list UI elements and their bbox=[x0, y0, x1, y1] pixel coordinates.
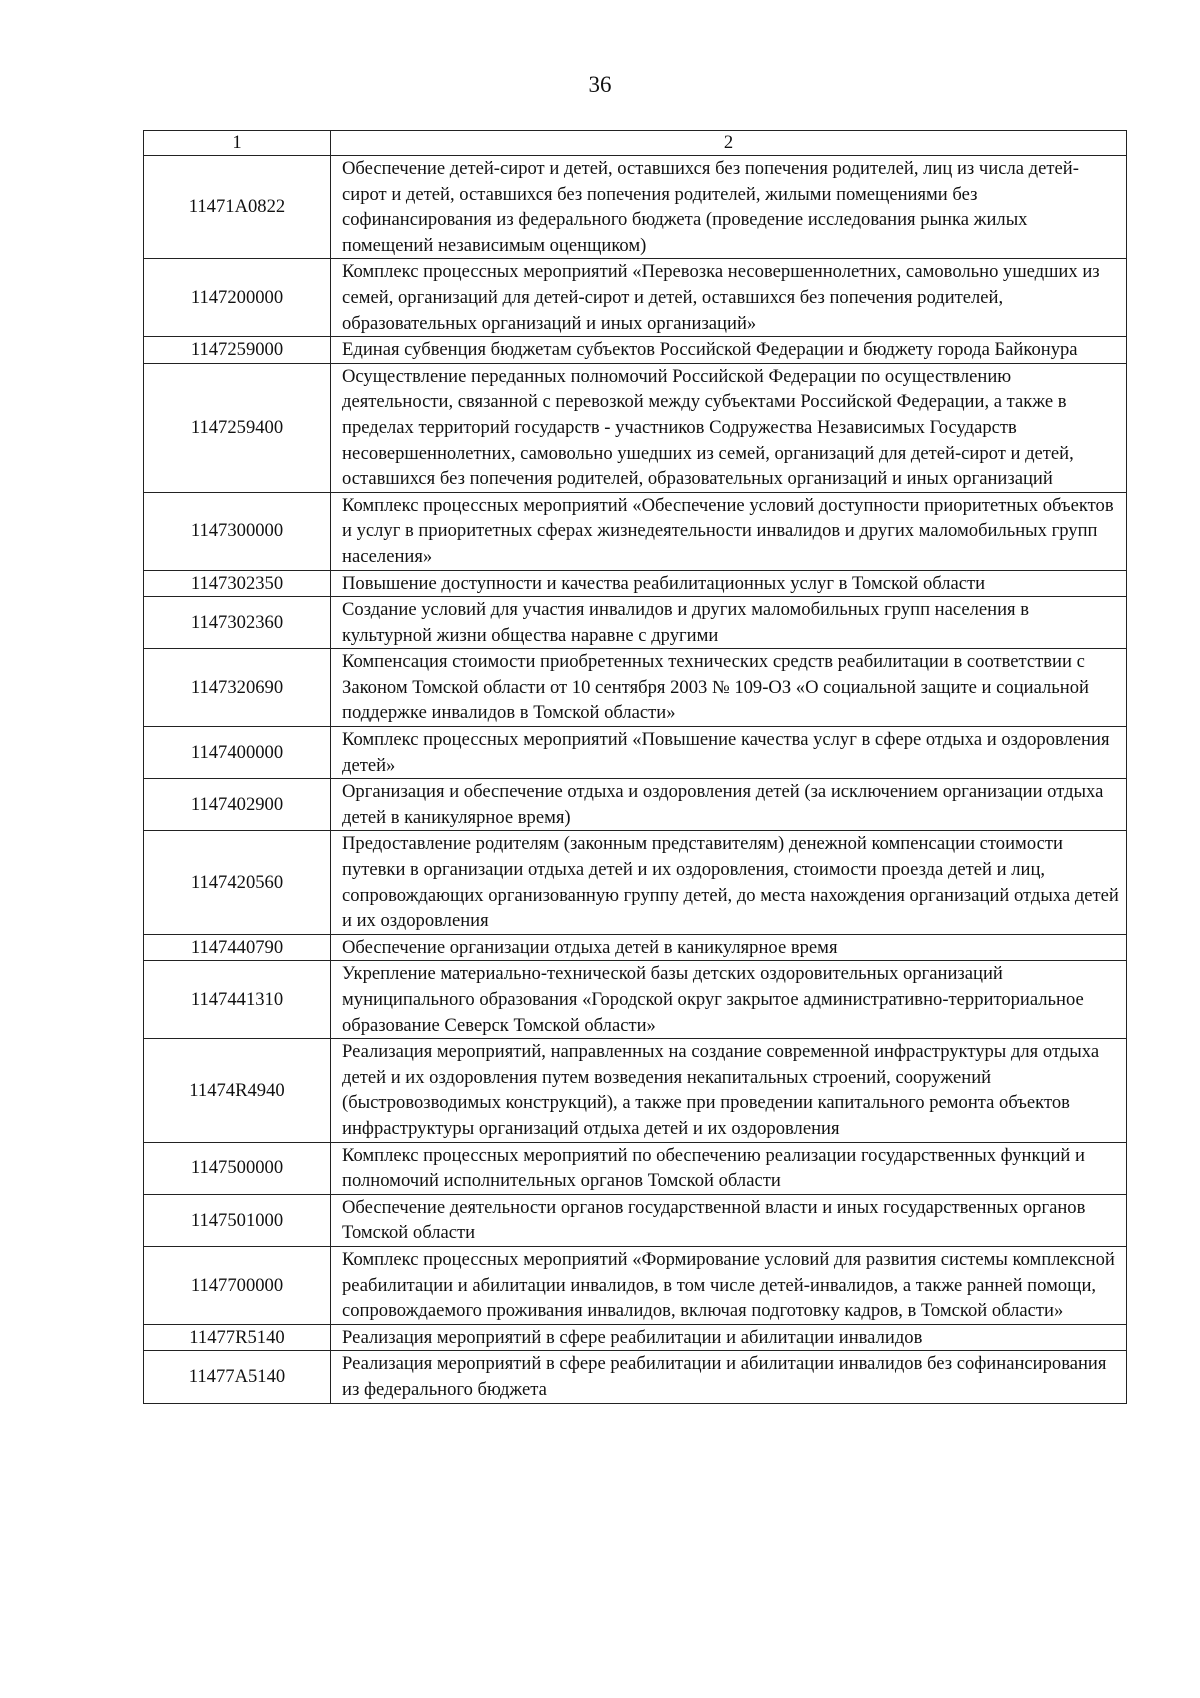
row-description: Реализация мероприятий в сфере реабилитации и абилитации инвалидов без софинансирования из федерального бюджета bbox=[331, 1351, 1127, 1403]
table-row bbox=[144, 1194, 1127, 1246]
row-code: 11474R4940 bbox=[144, 1039, 331, 1142]
table-row bbox=[144, 934, 1127, 961]
row-code: 1147420560 bbox=[144, 831, 331, 934]
table-row bbox=[144, 831, 1127, 934]
row-description: Укрепление материально-технической базы детских оздоровительных организаций муниципального образования «Городской округ закрытое административно-территориальное образование Северск Томской области» bbox=[331, 961, 1127, 1039]
row-code: 1147402900 bbox=[144, 779, 331, 831]
row-code: 1147259400 bbox=[144, 363, 331, 492]
page-number: 36 bbox=[588, 72, 612, 97]
table-row bbox=[144, 156, 1127, 259]
row-code: 1147441310 bbox=[144, 961, 331, 1039]
column-header-2: 2 bbox=[331, 131, 1127, 156]
table-row bbox=[144, 727, 1127, 779]
table-row bbox=[144, 1246, 1127, 1324]
row-description: Реализация мероприятий, направленных на создание современной инфраструктуры для отдыха детей и их оздоровления путем возведения некапитальных строений, сооружений (быстровозводимых конструкций), а также при проведении капитального ремонта объектов инфраструктуры организаций отдыха детей и их оздоровления bbox=[331, 1039, 1127, 1142]
table-row bbox=[144, 1039, 1127, 1142]
row-description: Компенсация стоимости приобретенных технических средств реабилитации в соответствии с Законом Томской области от 10 сентября 2003 № 109-ОЗ «О социальной защите и социальной поддержке инвалидов в Томской области» bbox=[331, 649, 1127, 727]
table-row bbox=[144, 597, 1127, 649]
table-row bbox=[144, 961, 1127, 1039]
table-row bbox=[144, 1324, 1127, 1351]
row-description: Комплекс процессных мероприятий «Повышение качества услуг в сфере отдыха и оздоровления детей» bbox=[331, 727, 1127, 779]
column-header-1: 1 bbox=[144, 131, 331, 156]
row-code: 1147259000 bbox=[144, 337, 331, 364]
row-description: Предоставление родителям (законным представителям) денежной компенсации стоимости путевки в организации отдыха детей и их оздоровления, стоимости проезда детей и лиц, сопровождающих организованную группу детей, до места нахождения организаций отдыха детей и их оздоровления bbox=[331, 831, 1127, 934]
row-code: 11477R5140 bbox=[144, 1324, 331, 1351]
table-header-row bbox=[144, 131, 1127, 156]
row-code: 1147700000 bbox=[144, 1246, 331, 1324]
budget-codes-table bbox=[143, 130, 1127, 1404]
table-row bbox=[144, 259, 1127, 337]
table-row bbox=[144, 1351, 1127, 1403]
row-description: Комплекс процессных мероприятий «Формирование условий для развития системы комплексной реабилитации и абилитации инвалидов, в том числе детей-инвалидов, а также ранней помощи, сопровождаемого проживания инвалидов, включая подготовку кадров, в Томской области» bbox=[331, 1246, 1127, 1324]
row-code: 1147302350 bbox=[144, 570, 331, 597]
row-description: Комплекс процессных мероприятий «Перевозка несовершеннолетних, самовольно ушедших из семей, организаций для детей-сирот и детей, оставшихся без попечения родителей, образовательных организаций и иных организаций» bbox=[331, 259, 1127, 337]
row-description: Организация и обеспечение отдыха и оздоровления детей (за исключением организации отдыха детей в каникулярное время) bbox=[331, 779, 1127, 831]
row-description: Осуществление переданных полномочий Российской Федерации по осуществлению деятельности, связанной с перевозкой между субъектами Российской Федерации, а также в пределах территорий государств - участников Содружества Независимых Государств несовершеннолетних, самовольно ушедших из семей, организаций для детей-сирот и детей, оставшихся без попечения родителей, образовательных организаций и иных организаций bbox=[331, 363, 1127, 492]
row-code: 1147400000 bbox=[144, 727, 331, 779]
row-code: 11477A5140 bbox=[144, 1351, 331, 1403]
row-code: 1147300000 bbox=[144, 492, 331, 570]
table-row bbox=[144, 570, 1127, 597]
row-description: Обеспечение организации отдыха детей в каникулярное время bbox=[331, 934, 1127, 961]
row-code: 1147302360 bbox=[144, 597, 331, 649]
table-row bbox=[144, 649, 1127, 727]
row-description: Реализация мероприятий в сфере реабилитации и абилитации инвалидов bbox=[331, 1324, 1127, 1351]
table-row bbox=[144, 492, 1127, 570]
row-code: 1147440790 bbox=[144, 934, 331, 961]
table-row bbox=[144, 779, 1127, 831]
row-code: 1147500000 bbox=[144, 1142, 331, 1194]
row-description: Обеспечение деятельности органов государственной власти и иных государственных органов Томской области bbox=[331, 1194, 1127, 1246]
table-row bbox=[144, 363, 1127, 492]
row-description: Повышение доступности и качества реабилитационных услуг в Томской области bbox=[331, 570, 1127, 597]
row-code: 1147501000 bbox=[144, 1194, 331, 1246]
table-row bbox=[144, 337, 1127, 364]
row-description: Создание условий для участия инвалидов и других маломобильных групп населения в культурной жизни общества наравне с другими bbox=[331, 597, 1127, 649]
row-description: Обеспечение детей-сирот и детей, оставшихся без попечения родителей, лиц из числа детей-сирот и детей, оставшихся без попечения родителей, жилыми помещениями без софинансирования из федерального бюджета (проведение исследования рынка жилых помещений независимым оценщиком) bbox=[331, 156, 1127, 259]
row-description: Комплекс процессных мероприятий «Обеспечение условий доступности приоритетных объектов и услуг в приоритетных сферах жизнедеятельности инвалидов и других маломобильных групп населения» bbox=[331, 492, 1127, 570]
row-code: 1147200000 bbox=[144, 259, 331, 337]
row-description: Комплекс процессных мероприятий по обеспечению реализации государственных функций и полномочий исполнительных органов Томской области bbox=[331, 1142, 1127, 1194]
row-code: 11471A0822 bbox=[144, 156, 331, 259]
table-row bbox=[144, 1142, 1127, 1194]
row-description: Единая субвенция бюджетам субъектов Российской Федерации и бюджету города Байконура bbox=[331, 337, 1127, 364]
row-code: 1147320690 bbox=[144, 649, 331, 727]
